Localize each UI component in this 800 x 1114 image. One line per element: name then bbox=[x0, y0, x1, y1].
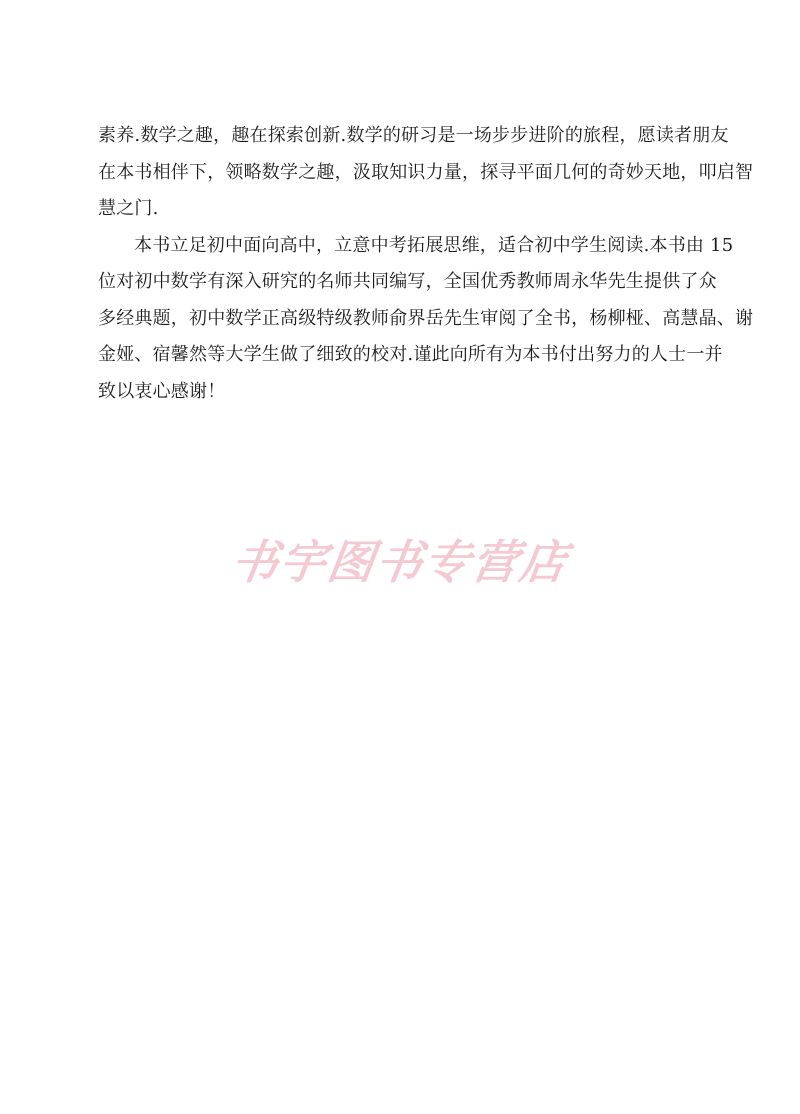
text-line: 本书立足初中面向高中，立意中考拓展思维，适合初中学生阅读.本书由 15 bbox=[134, 234, 734, 256]
text-line: 金娅、宿馨然等大学生做了细致的校对.谨此向所有为本书付出努力的人士一并 bbox=[98, 344, 723, 365]
watermark: 书宇图书专营店 bbox=[228, 535, 572, 589]
paragraph-1 bbox=[98, 118, 754, 228]
text-line: 慧之门. bbox=[98, 198, 159, 219]
text-line: 位对初中数学有深入研究的名师共同编写，全国优秀教师周永华先生提供了众 bbox=[98, 271, 717, 292]
text-line: 在本书相伴下，领略数学之趣，汲取知识力量，探寻平面几何的奇妙天地，叩启智 bbox=[98, 161, 754, 183]
text-line: 多经典题，初中数学正高级特级教师俞界岳先生审阅了全书，杨柳桠、高慧晶、谢 bbox=[98, 307, 754, 329]
text-line: 素养.数学之趣，趣在探索创新.数学的研习是一场步步进阶的旅程，愿读者朋友 bbox=[98, 125, 729, 146]
body-text bbox=[98, 118, 754, 410]
paragraph-2 bbox=[98, 228, 754, 411]
text-line: 致以衷心感谢！ bbox=[98, 380, 226, 402]
